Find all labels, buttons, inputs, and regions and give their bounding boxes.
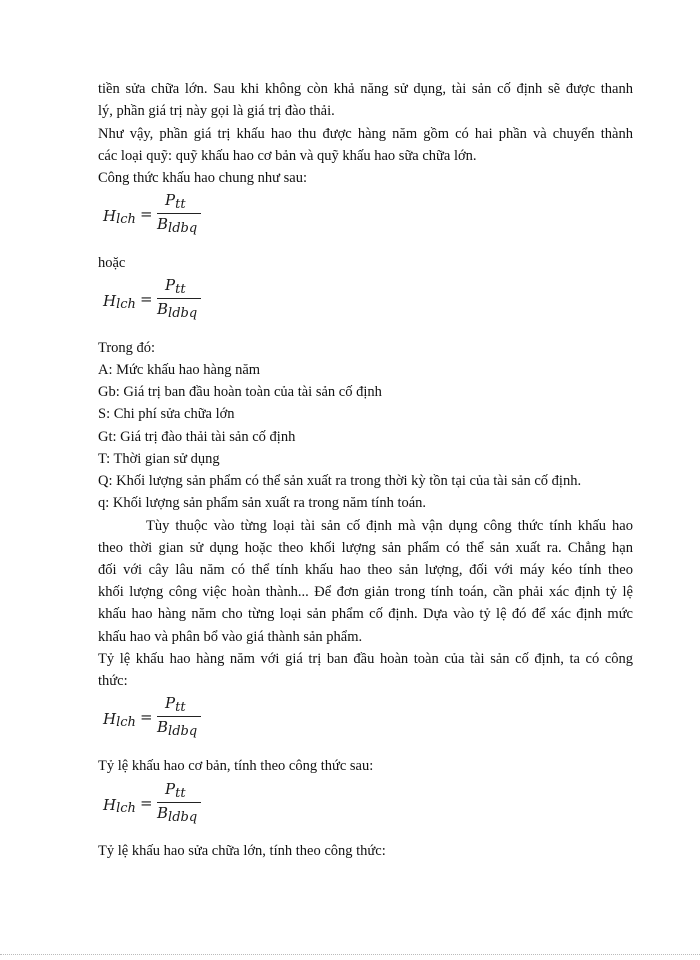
- fraction-bar: [157, 716, 201, 717]
- paragraph-line: khối lượng công việc hoàn thành... Để đơn giản trong tính toán, cần phải xác định tỷ lệ: [98, 584, 633, 600]
- formula-lhs: $H_{lch}$: [103, 796, 136, 816]
- definition-item: Gb: Giá trị ban đầu hoàn toàn của tài sản cố định: [98, 384, 382, 400]
- formula-equals: =: [140, 708, 153, 726]
- paragraph-line: hoặc: [98, 255, 126, 271]
- formula: [103, 694, 213, 746]
- formula-equals: =: [140, 290, 153, 308]
- formula: [103, 276, 213, 328]
- fraction-bar: [157, 298, 201, 299]
- paragraph-line: Tỷ lệ khấu hao hàng năm với giá trị ban đầu hoàn toàn của tài sản cố định, ta có công: [98, 651, 633, 667]
- fraction-bar: [157, 213, 201, 214]
- paragraph-line: Tỷ lệ khấu hao sửa chữa lớn, tính theo công thức:: [98, 843, 386, 859]
- paragraph-line: đối với cây lâu năm có thể tính khấu hao theo sản lượng, đối với máy kéo tính theo: [98, 562, 633, 578]
- formula-numerator: $P_{tt}$: [165, 191, 186, 212]
- formula-numerator: $P_{tt}$: [165, 276, 186, 297]
- fraction-bar: [157, 802, 201, 803]
- formula: [103, 780, 213, 832]
- page-bottom-border: [0, 954, 700, 955]
- formula-lhs: $H_{lch}$: [103, 207, 136, 227]
- paragraph-line: Tùy thuộc vào từng loại tài sản cố định mà vận dụng công thức tính khấu hao: [146, 518, 633, 534]
- formula-numerator: $P_{tt}$: [165, 780, 186, 801]
- paragraph-line: khấu hao và phân bổ vào giá thành sản phẩm.: [98, 629, 363, 645]
- paragraph-line: thức:: [98, 673, 128, 689]
- formula-denominator: $B_{ldbq}$: [157, 804, 198, 825]
- formula-denominator: $B_{ldbq}$: [157, 718, 198, 739]
- paragraph-line: Tỷ lệ khấu hao cơ bản, tính theo công thức sau:: [98, 758, 374, 774]
- paragraph-line: khấu hao hàng năm cho từng loại sản phẩm cố định. Dựa vào tỷ lệ đó để xác định mức: [98, 606, 633, 622]
- paragraph-line: theo thời gian sử dụng hoặc theo khối lượng sản phẩm có thể sản xuất ra. Chẳng hạn: [98, 540, 633, 556]
- paragraph-line: các loại quỹ: quỹ khấu hao cơ bản và quỹ khấu hao sữa chữa lớn.: [98, 148, 477, 164]
- paragraph-line: Trong đó:: [98, 340, 156, 356]
- definition-item: T: Thời gian sử dụng: [98, 451, 220, 467]
- paragraph-line: tiền sửa chữa lớn. Sau khi không còn khả năng sử dụng, tài sản cố định sẽ được thanh: [98, 81, 633, 97]
- definition-item: A: Mức khấu hao hàng năm: [98, 362, 261, 378]
- paragraph-line: Công thức khấu hao chung như sau:: [98, 170, 308, 186]
- formula-denominator: $B_{ldbq}$: [157, 215, 198, 236]
- formula-numerator: $P_{tt}$: [165, 694, 186, 715]
- paragraph-line: lý, phần giá trị này gọi là giá trị đào thải.: [98, 103, 335, 119]
- paragraph-line: Như vậy, phần giá trị khấu hao thu được hàng năm gồm có hai phần và chuyển thành: [98, 126, 633, 142]
- formula-equals: =: [140, 794, 153, 812]
- definition-item: q: Khối lượng sản phẩm sản xuất ra trong năm tính toán.: [98, 495, 427, 511]
- definition-item: S: Chi phí sửa chữa lớn: [98, 406, 235, 422]
- formula-equals: =: [140, 205, 153, 223]
- definition-item: Gt: Giá trị đào thải tài sản cố định: [98, 429, 296, 445]
- formula-lhs: $H_{lch}$: [103, 710, 136, 730]
- formula: [103, 191, 213, 243]
- formula-lhs: $H_{lch}$: [103, 292, 136, 312]
- formula-denominator: $B_{ldbq}$: [157, 300, 198, 321]
- definition-item: Q: Khối lượng sản phẩm có thể sản xuất ra trong thời kỳ tồn tại của tài sản cố định.: [98, 473, 582, 489]
